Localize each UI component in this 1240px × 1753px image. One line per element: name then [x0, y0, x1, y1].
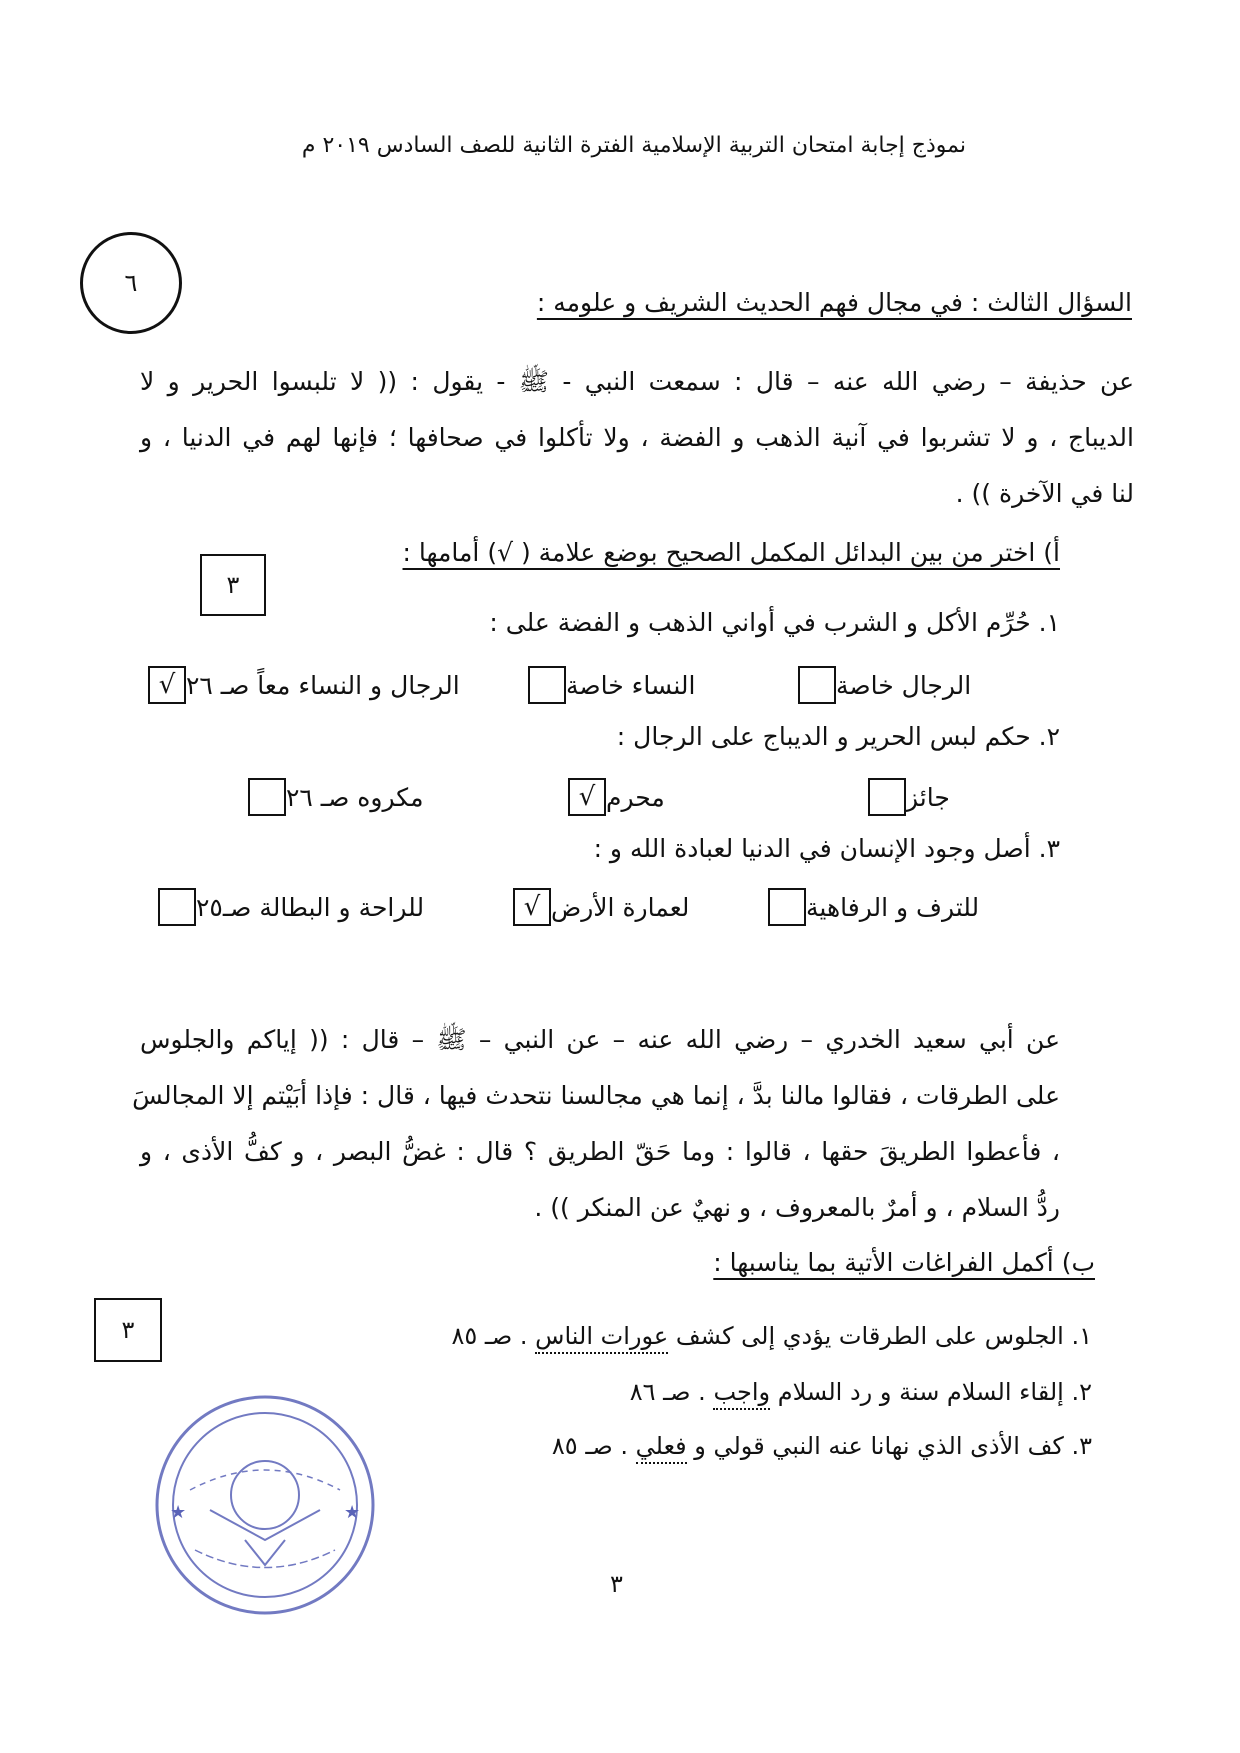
mcq-1-option-2[interactable] [520, 666, 740, 704]
part-a-title-text: أ) اختر من بين البدائل المكمل الصحيح بوضع علامة ( √) أمامها : [402, 538, 1060, 567]
part-a-score: ٣ [226, 571, 240, 599]
part-b-score-box [94, 1298, 162, 1362]
mcq-question-2: ٢. حكم لبس الحرير و الديباج على الرجال : [616, 722, 1060, 751]
fill-ref: . صـ ٨٦ [629, 1378, 714, 1406]
svg-text:★: ★ [344, 1502, 361, 1523]
hadith-paragraph-1 [140, 354, 1134, 522]
total-score-circle [80, 232, 182, 334]
checkbox[interactable] [528, 666, 566, 704]
hadith1-line: عن حذيفة – رضي الله عنه – قال : سمعت النبي - ﷺ - يقول : (( لا تلبسوا الحرير و لا [140, 367, 1134, 396]
hadith2-line: ردُّ السلام ، و أمرٌ بالمعروف ، و نهيٌ عن المنكر )) . [534, 1193, 1060, 1222]
mcq-2-option-1[interactable] [860, 778, 1010, 816]
part-a-title [360, 538, 1060, 567]
option-label: لعمارة الأرض [551, 892, 690, 922]
fill-text: ٢. إلقاء السلام سنة و رد السلام [770, 1378, 1092, 1406]
checkbox[interactable]: √ [568, 778, 606, 816]
mcq-question-1: ١. حُرِّم الأكل و الشرب في أواني الذهب و الفضة على : [489, 608, 1060, 637]
mcq-2-option-3[interactable] [240, 778, 480, 816]
fill-ref: . صـ ٨٥ [451, 1322, 536, 1350]
part-b-title-text: ب) أكمل الفراغات الأتية بما يناسبها : [713, 1248, 1095, 1277]
hadith2-line: ، فأعطوا الطريقَ حقها ، قالوا : وما حَقّ الطريق ؟ قال : غضُّ البصر ، و كفُّ الأذى ، و [140, 1137, 1060, 1166]
svg-text:★: ★ [170, 1502, 187, 1523]
option-label: للراحة و البطالة صـ٢٥ [196, 892, 425, 922]
mcq-question-3: ٣. أصل وجود الإنسان في الدنيا لعبادة الله و : [593, 834, 1060, 863]
hadith2-line: على الطرقات ، فقالوا مالنا بدَّ ، إنما هي مجالسنا نتحدث فيها ، قال : فإذا أبَيْتم إلا المجالسَ [132, 1081, 1060, 1110]
option-label: الرجال خاصة [836, 670, 972, 700]
option-label: مكروه صـ ٢٦ [286, 782, 424, 812]
part-a-score-box [200, 554, 266, 616]
total-score: ٦ [124, 269, 138, 297]
official-stamp [150, 1390, 380, 1624]
option-label: النساء خاصة [566, 670, 696, 700]
fill-text: ٣. كف الأذى الذي نهانا عنه النبي قولي و [686, 1432, 1092, 1460]
option-label: محرم [606, 782, 665, 812]
checkbox[interactable] [158, 888, 196, 926]
hadith-paragraph-2 [132, 1012, 1060, 1236]
hadith1-line: الديباج ، و لا تشربوا في آنية الذهب و الفضة ، ولا تأكلوا في صحافها ؛ فإنها لهم في الدنيا ، و [140, 423, 1134, 452]
page-number: ٣ [610, 1570, 623, 1598]
option-label: الرجال و النساء معاً صـ ٢٦ [186, 670, 460, 700]
fill-answer[interactable]: فعلي [636, 1432, 687, 1464]
hadith1-line: لنا في الآخرة )) . [955, 479, 1134, 508]
checkbox[interactable] [798, 666, 836, 704]
page-header: نموذج إجابة امتحان التربية الإسلامية الفترة الثانية للصف السادس ٢٠١٩ م [301, 133, 966, 158]
stamp-graphic [150, 1390, 380, 1620]
fill-item-2 [380, 1378, 1092, 1406]
fill-answer[interactable]: عورات الناس [535, 1322, 668, 1354]
mcq-3-option-3[interactable] [150, 888, 480, 926]
fill-answer[interactable]: واجب [713, 1378, 770, 1410]
checkbox[interactable] [868, 778, 906, 816]
question-title [520, 288, 1132, 317]
part-b-title [560, 1248, 1095, 1277]
mcq-2-option-2[interactable] [560, 778, 735, 816]
mcq-3-option-2[interactable] [505, 888, 735, 926]
fill-ref: . صـ ٨٥ [551, 1432, 636, 1460]
fill-text: ١. الجلوس على الطرقات يؤدي إلى كشف [668, 1322, 1092, 1350]
hadith2-line: عن أبي سعيد الخدري – رضي الله عنه – عن النبي – ﷺ – قال : (( إياكم والجلوس [140, 1025, 1060, 1054]
option-label: للترف و الرفاهية [806, 892, 980, 922]
fill-item-1 [380, 1322, 1092, 1350]
question-title-text: السؤال الثالث : في مجال فهم الحديث الشريف و علومه : [536, 288, 1132, 317]
mcq-3-option-1[interactable] [760, 888, 1010, 926]
part-b-score: ٣ [121, 1316, 135, 1344]
mcq-1-option-3[interactable] [140, 666, 485, 704]
mcq-1-option-1[interactable] [790, 666, 1030, 704]
option-label: جائز [906, 782, 950, 812]
fill-item-3 [380, 1432, 1092, 1460]
checkbox[interactable]: √ [513, 888, 551, 926]
checkbox[interactable]: √ [148, 666, 186, 704]
checkbox[interactable] [248, 778, 286, 816]
checkbox[interactable] [768, 888, 806, 926]
